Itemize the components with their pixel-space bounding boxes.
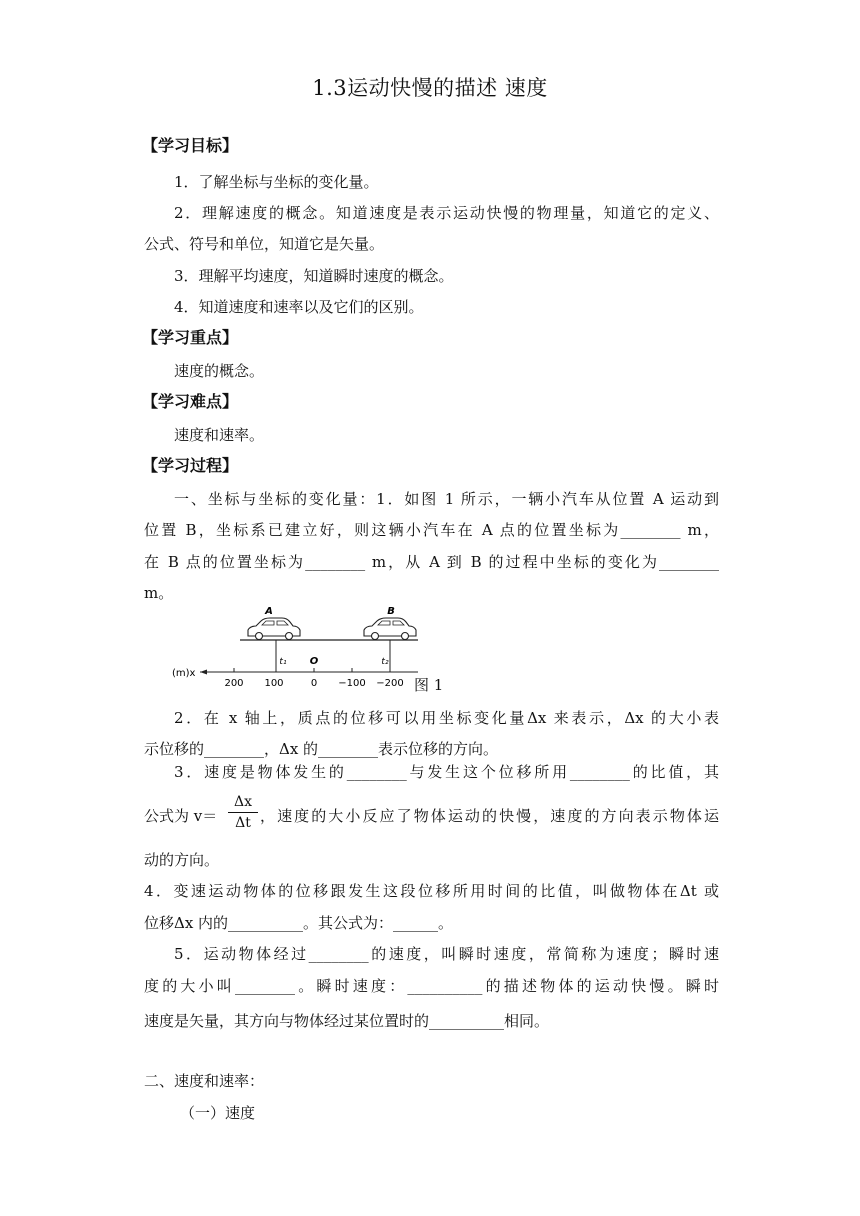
process-heading: 【学习过程】 xyxy=(142,456,239,475)
objective-item: 1．了解坐标与坐标的变化量。 xyxy=(174,173,379,191)
key-points-text: 速度的概念。 xyxy=(174,362,265,380)
section-2-subheading: （一）速度 xyxy=(180,1104,256,1122)
process-paragraph-line: 一、坐标与坐标的变化量：1．如图 1 所示，一辆小汽车从位置 A 运动到 xyxy=(174,490,719,508)
velocity-formula-fraction xyxy=(228,793,258,832)
objective-item: 3．理解平均速度，知道瞬时速度的概念。 xyxy=(174,267,454,285)
label-a: A xyxy=(265,606,273,617)
section-2-heading: 二、速度和速率： xyxy=(144,1072,265,1090)
process-paragraph-line: 在 B 点的位置坐标为________ m，从 A 到 B 的过程中坐标的变化为________ xyxy=(144,553,719,571)
process-paragraph-line: 4．变速运动物体的位移跟发生这段位移所用时间的比值，叫做物体在Δt 或 xyxy=(144,882,719,900)
process-paragraph-line: 速度是矢量，其方向与物体经过某位置时的__________相同。 xyxy=(144,1012,550,1030)
process-paragraph-line: m。 xyxy=(144,584,174,602)
objective-item: 4．知道速度和速率以及它们的区别。 xyxy=(174,298,424,316)
fraction-numerator: Δx xyxy=(233,794,252,810)
page-title: 1.3运动快慢的描述 速度 xyxy=(312,76,548,100)
process-paragraph-line: 示位移的________，Δx 的________表示位移的方向。 xyxy=(144,740,499,758)
formula-suffix: ，速度的大小反应了物体运动的快慢，速度的方向表示物体运 xyxy=(260,807,719,825)
formula-prefix: 公式为 v＝ xyxy=(144,807,218,825)
tick-label: 200 xyxy=(224,678,244,689)
label-b: B xyxy=(387,606,395,617)
objectives-heading: 【学习目标】 xyxy=(142,136,239,155)
fraction-denominator: Δt xyxy=(235,815,251,831)
process-paragraph-line: 度的大小叫________。瞬时速度：__________的描述物体的运动快慢。瞬时 xyxy=(144,977,719,995)
process-paragraph-line: 位移Δx 内的__________。其公式为：______。 xyxy=(144,914,454,932)
label-t2: t₂ xyxy=(381,657,389,667)
tick-label: 0 xyxy=(310,678,318,689)
car-b-icon xyxy=(364,618,416,640)
difficulties-heading: 【学习难点】 xyxy=(142,392,239,411)
objective-item: 2．理解速度的概念。知道速度是表示运动快慢的物理量，知道它的定义、 xyxy=(174,204,719,222)
process-paragraph-line: 3．速度是物体发生的________与发生这个位移所用________的比值，其 xyxy=(174,763,719,781)
tick-label: −100 xyxy=(338,678,366,689)
label-origin: O xyxy=(309,656,319,667)
x-axis-arrow-icon xyxy=(200,670,207,675)
process-paragraph-line: 5．运动物体经过________的速度，叫瞬时速度，常简称为速度；瞬时速 xyxy=(174,945,719,963)
process-paragraph-line: 位置 B，坐标系已建立好，则这辆小汽车在 A 点的位置坐标为________ m， xyxy=(144,521,719,539)
car-a-icon xyxy=(248,618,300,640)
figure-caption: 图 1 xyxy=(414,676,444,694)
process-paragraph-line: 2．在 x 轴上，质点的位移可以用坐标变化量Δx 来表示，Δx 的大小表 xyxy=(174,709,719,727)
process-paragraph-line: 动的方向。 xyxy=(144,851,220,869)
tick-label: −200 xyxy=(376,678,404,689)
tick-label: 100 xyxy=(264,678,284,689)
axis-label: (m)x xyxy=(172,668,196,679)
objective-item: 公式、符号和单位，知道它是矢量。 xyxy=(144,235,385,253)
label-t1: t₁ xyxy=(279,657,287,667)
fraction-bar xyxy=(228,812,258,813)
difficulties-text: 速度和速率。 xyxy=(174,426,265,444)
key-points-heading: 【学习重点】 xyxy=(142,328,239,347)
